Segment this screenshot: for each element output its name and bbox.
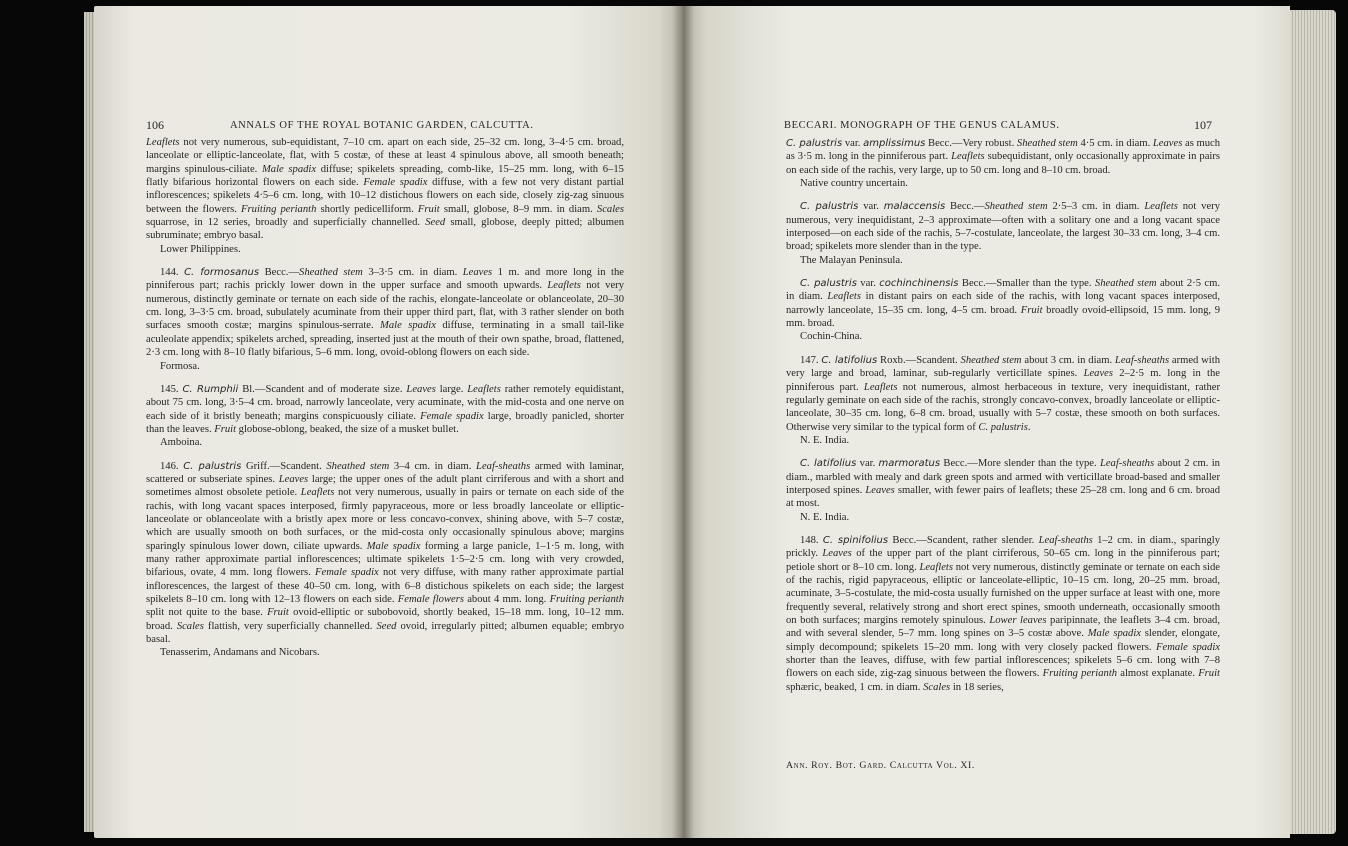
species-entry (786, 354, 1220, 434)
italic-term: Fruiting perianth (241, 203, 317, 215)
text-run: slender, elongate, simply decompound; spikelets 15–20 mm. long with very closely packed flowers. (786, 628, 1220, 653)
text-run: broadly ovoid-ellipsoid, 15 mm. long, 9 mm. broad. (786, 304, 1220, 330)
species-name: cochinchinensis (879, 278, 959, 290)
text-run: of the upper part of the plant cirriferous, 50–65 cm. long in the pinniferous part; petiole short or 8–10 cm. long. (786, 548, 1220, 573)
italic-term: Leaf-sheaths (1099, 458, 1155, 470)
italic-term: Sheathed stem (984, 201, 1048, 213)
text-run: not very numerous, distinctly geminate or ternate on each side of the rachis, elongate-lanceolate or oblanceolate, 20–30 cm. long, 3–3·5 cm. broad, subulately acuminate from their upper third part, flat, with 3 rather slender on both surfaces smooth costæ; margins spinulous-serrate. (146, 280, 624, 332)
left-page-number: 106 (146, 118, 164, 132)
species-name: C. palustris (786, 138, 843, 149)
text-run: small, globose, 8–9 mm. in diam. (439, 203, 597, 215)
text-run: small, globose, deeply pitted; albumen subruminate; embryo basal. (146, 217, 625, 242)
text-run: squarrose, in 12 series, broadly and superficially channelled. (146, 217, 426, 229)
italic-term: Scales (923, 681, 951, 693)
italic-term: Fruit (1020, 304, 1043, 316)
italic-term: Fruit (1198, 668, 1220, 680)
locality-line (146, 436, 624, 449)
text-run: 144. (160, 267, 185, 279)
text-run: 148. (800, 534, 823, 546)
italic-term: Seed (425, 217, 446, 229)
text-run: Bl.—Scandent and of moderate size. (238, 383, 407, 395)
text-run: about 4 mm. long. (463, 594, 550, 605)
species-name: C. palustris (800, 201, 859, 213)
text-run: forming a large panicle, 1–1·5 m. long, with many rather approximate partial inflorescences; ultimate spikelets 1·5–2·5 cm. long with very crowded, bifarious, ovate, 4 mm. long flowers. (146, 540, 624, 579)
text-run: large, broadly panicled, shorter than the leaves. (146, 410, 624, 435)
italic-term: Leaf-sheaths (1114, 354, 1170, 366)
italic-term: Sheathed stem (1094, 278, 1157, 290)
italic-term: Leaves (406, 383, 436, 395)
left-page (94, 6, 682, 838)
paragraph (146, 136, 624, 243)
species-entry (786, 200, 1220, 253)
text-run: 3–3·5 cm. in diam. (362, 267, 463, 279)
italic-term: Leaves (865, 484, 895, 496)
text-run: smaller, with fewer pairs of leaflets; these 25–28 cm. long and 6 cm. broad at most. (786, 484, 1220, 510)
text-run: diffuse; spikelets spreading, comb-like, 15–25 mm. long, with 6–15 flatly bifarious horizontal flowers on each side. (146, 163, 624, 189)
locality-line (146, 360, 624, 373)
text-run: 1 m. and more long in the pinniferous part; rachis prickly lower down in the upper surface and smooth upwards. (146, 267, 625, 292)
text-run: shorter than the leaves, diffuse, with few partial inflorescences; spikelets 5–6 cm. long with 7–8 flowers on each side, zig-zag sinuous between the flowers. (786, 655, 1220, 680)
italic-term: Female spadix (1156, 641, 1220, 653)
italic-term: Sheathed stem (326, 460, 390, 472)
italic-term: Seed (376, 620, 397, 632)
left-page-text (146, 136, 624, 660)
italic-term: Leaflets (467, 383, 501, 395)
text-run: not very diffuse, with many rather approximate partial inflorescences, the largest of these 40–50 cm. long, with 6–8 distichous spikelets on each side; the largest spikelets 8–10 cm. long with 12–13 flowers on each side. (146, 567, 624, 605)
text-run: Becc.—More slender than the type. (940, 458, 1100, 470)
locality-line (786, 434, 1220, 447)
text-run: var. (856, 458, 879, 470)
text-run: diffuse, with a few not very distant partial inflorescences; spikelets 4·5–6 cm. long, with 10–12 distichous flowers on each side, closely zig-zag sinuous between the flowers. (146, 177, 624, 215)
right-page-text (786, 137, 1220, 694)
text-run: diffuse, terminating in a small tail-like aculeolate appendix; spikelets arched, spreading, inserted just at the mouth of their own spathe, broad, flattened, 2·3 cm. long with 8–10 flatly bifarious, 5–6 mm. long, ovoid-oblong flowers on each side. (146, 320, 624, 359)
species-name: C. spinifolius (822, 534, 889, 546)
italic-term: Male spadix (366, 540, 421, 552)
text-run: almost explanate. (1117, 668, 1199, 680)
text-run: Griff.—Scandent. (241, 460, 327, 472)
italic-term: Leaflets (919, 561, 953, 573)
text-run: 4·5 cm. in diam. (1077, 138, 1153, 149)
text-run: about 2 cm. in diam., marbled with mealy and dark green spots and armed with verticillate broad-based and smaller interposed spines. (786, 458, 1220, 496)
species-name: C. latifolius (821, 354, 878, 366)
text-run: sphæric, beaked, 1 cm. in diam. (786, 681, 924, 693)
text-run: shortly pedicelliform. (316, 203, 418, 215)
text-run: paripinnate, the leaflets 3–4 cm. broad, and with several slender, 5–7 mm. long spines on 3–5 costæ above. (786, 615, 1220, 640)
italic-term: Leaves (278, 473, 309, 485)
text-run: var. (842, 138, 864, 149)
text-run: about 2·5 cm. in diam. (786, 278, 1220, 303)
text-run: subequidistant, only occasionally approximate in pairs on each side of the rachis, very large, up to 50 cm. long and 8–10 cm. broad. (786, 151, 1220, 176)
locality-line (146, 646, 624, 659)
text-run: Becc.—Scandent, rather slender. (888, 534, 1039, 546)
italic-term: Female spadix (420, 410, 484, 422)
italic-term: Leaflets (146, 137, 180, 148)
text-run: not numerous, almost herbaceous in texture, very inequidistant, rather regularly geminate on each side of the rachis, strongly concavo-convex, broadly lanceolate or elliptic-lanceolate, 30–35 cm. long, 6–8 cm. broad, usually with 5–7 costæ, these smooth on both surfaces. Otherwise very similar to the typical form of (786, 381, 1220, 433)
left-running-title: ANNALS OF THE ROYAL BOTANIC GARDEN, CALCUTTA. (230, 120, 534, 131)
right-page-number: 107 (1194, 118, 1212, 132)
italic-term: Scales (176, 620, 204, 632)
italic-term: Male spadix (380, 320, 436, 332)
italic-term: Fruit (267, 607, 289, 619)
italic-term: C. palustris (978, 421, 1028, 433)
italic-term: Leaflets (827, 291, 861, 303)
text-run: Lower Philippines. (160, 243, 241, 255)
species-name: C. latifolius (800, 458, 857, 470)
text-run: large. (435, 383, 468, 395)
text-run: N. E. India. (800, 511, 850, 523)
text-run: Becc.—Smaller than the type. (958, 278, 1095, 290)
italic-term: Leaves (462, 267, 493, 279)
text-run: about 3 cm. in diam. (1021, 354, 1115, 366)
text-run: Becc.— (259, 267, 300, 279)
italic-term: Scales (596, 203, 624, 215)
right-page (682, 6, 1290, 838)
italic-term: Leaflets (951, 151, 985, 163)
text-run: rather remotely equidistant, about 75 cm. long, 3·5–4 cm. broad, narrowly lanceolate, very acuminate, with the mid-costa and one nerve on each side of it bristly beneath; margins conspicuously ciliate. (146, 383, 625, 422)
text-run: Cochin-China. (800, 331, 863, 343)
italic-term: Leaves (1083, 368, 1113, 380)
text-run: 2·5–3 cm. in diam. (1047, 201, 1145, 213)
italic-term: Leaflets (863, 381, 898, 393)
text-run: . (1027, 421, 1031, 433)
italic-term: Leaves (1152, 138, 1183, 149)
italic-term: Leaflets (1144, 201, 1178, 213)
italic-term: Sheathed stem (299, 267, 363, 279)
text-run: flattish, very superficially channelled. (203, 620, 377, 632)
text-run: N. E. India. (800, 434, 850, 446)
right-page-edges (1290, 10, 1336, 834)
text-run: armed with laminar, scattered or subseriate spines. (146, 460, 625, 485)
text-run: 147. (800, 354, 822, 366)
species-entry (786, 457, 1220, 510)
italic-term: Fruiting perianth (1042, 668, 1118, 680)
italic-term: Leaf-sheaths (1038, 534, 1093, 546)
species-name: C. formosanus (184, 267, 260, 279)
species-entry (146, 460, 624, 647)
text-run: not very numerous, distinctly geminate or ternate on each side of the rachis, rigid papyraceous, elliptic or lanceolate-elliptic, 10–15 cm. long, 20–25 mm. broad, acuminate, 3–5-costulate, the mid-costa usually furnished on the upper surface at least with one, more frequently several, relatively strong and short erect spines, smooth underneath, occasionally smooth on both surfaces; margins remotely spinulous. (786, 561, 1220, 626)
text-run: Amboina. (160, 437, 203, 449)
text-run: ovoid, irregularly pitted; albumen equable; embryo basal. (146, 620, 624, 646)
italic-term: Female spadix (363, 177, 428, 189)
species-name: malaccensis (883, 201, 946, 213)
left-page-edges (84, 12, 94, 832)
text-run: Formosa. (160, 360, 200, 372)
text-run: Becc.—Very robust. (925, 138, 1017, 149)
journal-footer: Ann. Roy. Bot. Gard. Calcutta Vol. XI. (786, 760, 975, 771)
italic-term: Leaflets (300, 487, 335, 499)
text-run: globose-oblong, beaked, the size of a musket bullet. (236, 423, 459, 435)
text-run: 146. (160, 460, 184, 472)
locality-line (146, 243, 624, 256)
italic-term: Sheathed stem (960, 354, 1022, 366)
species-name: C. palustris (800, 278, 857, 290)
locality-line (786, 254, 1220, 267)
text-run: split not quite to the base. (146, 607, 268, 619)
text-run: 3–4 cm. in diam. (389, 460, 477, 472)
text-run: Becc.— (945, 201, 985, 213)
italic-term: Fruit (214, 423, 237, 435)
species-name: C. Rumphii (182, 383, 239, 395)
locality-line (786, 330, 1220, 343)
text-run: not very numerous, usually in pairs or ternate on each side of the rachis, with long vacant spaces interposed, firmly papyraceous, more or less broadly lanceolate or elliptic-lanceolate or oblanceolate with a bristly apex more or less concavo-convex, shining above, with 5–7 costæ, which are usually smooth on both surfaces, or the mid-costa only occasionally spinulous above; margins sparingly spinulous lower down, ciliate upwards. (146, 487, 625, 552)
text-run: Native country uncertain. (800, 178, 908, 190)
species-entry (146, 266, 624, 359)
italic-term: Male spadix (1087, 628, 1141, 640)
text-run: var. (858, 201, 884, 213)
text-run: 145. (160, 383, 183, 395)
text-run: var. (856, 278, 880, 290)
italic-term: Leaves (822, 548, 852, 560)
locality-line (786, 177, 1220, 190)
text-run: not very numerous, very inequidistant, 2–3 approximate—often with a solitary one and a long vacant space interposed—on each side of the rachis, 5–7-costulate, lanceolate, the largest 30–33 cm. long, 3–4 cm. broad; spikelets more slender than in the type. (786, 201, 1220, 253)
italic-term: Fruit (417, 203, 440, 215)
text-run: Roxb.—Scandent. (877, 354, 961, 366)
species-entry (786, 137, 1220, 177)
species-entry (786, 277, 1220, 330)
text-run: as much as 3·5 m. long in the pinniferous part. (786, 138, 1221, 163)
species-name: C. palustris (183, 460, 242, 472)
right-running-title: BECCARI. MONOGRAPH OF THE GENUS CALAMUS. (784, 120, 1060, 131)
text-run: not very numerous, sub-equidistant, 7–10 cm. apart on each side, 25–32 cm. long, 3–4·5 cm. broad, lanceolate or elliptic-lanceolate, flat, with 5 costæ, of these at least 4 spinulous above, all smooth beneath; margins spinulous-ciliate. (146, 137, 624, 175)
text-run: ovoid-elliptic or subobovoid, shortly beaked, 15–18 mm. long, 10–12 mm. broad. (146, 607, 624, 632)
italic-term: Fruiting perianth (549, 594, 625, 605)
italic-term: Female flowers (397, 594, 464, 605)
italic-term: Leaflets (547, 280, 581, 292)
italic-term: Sheathed stem (1016, 138, 1078, 149)
text-run: Tenasserim, Andamans and Nicobars. (160, 647, 320, 659)
species-entry (146, 383, 624, 436)
text-run: in distant pairs on each side of the rachis, with long vacant spaces interposed, narrowly lanceolate, 15–35 cm. long, 4–5 cm. broad. (786, 291, 1220, 316)
italic-term: Male spadix (261, 163, 317, 175)
italic-term: Female spadix (315, 567, 379, 579)
species-name: marmoratus (878, 458, 941, 470)
italic-term: Lower leaves (989, 615, 1047, 626)
text-run: large; the upper ones of the adult plant cirriferous and with a short and sometimes almost obsolete petiole. (146, 473, 624, 499)
locality-line (786, 511, 1220, 524)
text-run: The Malayan Peninsula. (800, 254, 903, 266)
italic-term: Leaf-sheaths (476, 460, 531, 472)
text-run: 1–2 cm. in diam., sparingly prickly. (786, 534, 1220, 560)
text-run: 2–2·5 m. long in the pinniferous part. (786, 368, 1220, 393)
text-run: armed with very large and broad, laminar, sub-regularly verticillate spines. (786, 354, 1220, 380)
text-run: in 18 series, (950, 681, 1004, 693)
species-entry (786, 534, 1220, 694)
species-name: amplissimus (863, 138, 926, 149)
